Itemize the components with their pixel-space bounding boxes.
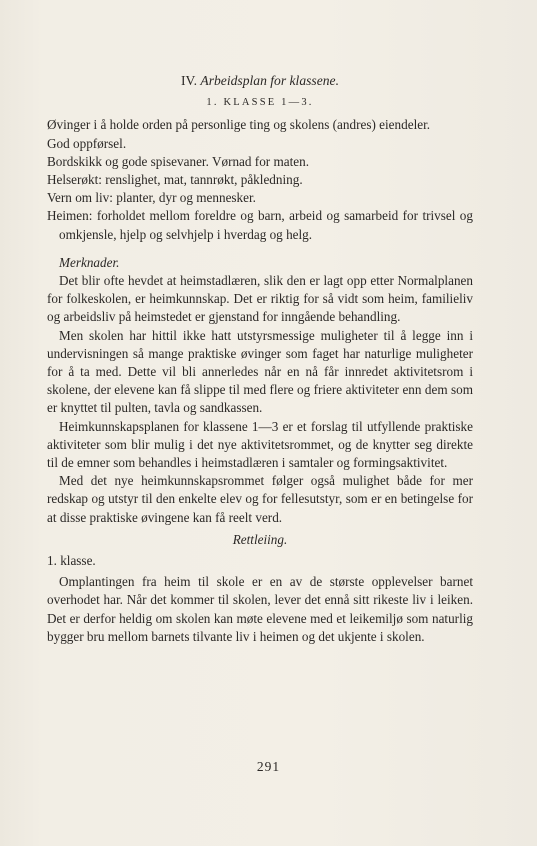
plan-item: Heimen: forholdet mellom foreldre og barn, arbeid og samarbeid for trivsel og omkjensle, hjelp og selvhjelp i hverdag og helg. bbox=[47, 208, 473, 242]
page-content bbox=[47, 72, 473, 646]
plan-item: Helserøkt: renslighet, mat, tannrøkt, påkledning. bbox=[47, 172, 303, 188]
section-heading bbox=[47, 72, 473, 90]
plan-item: Øvinger i å holde orden på personlige ting og skolens (andres) eiendeler. bbox=[47, 117, 431, 133]
merknad-paragraph: Heimkunnskapsplanen for klassene 1—3 er et forslag til utfyllende praktiske aktiviteter som blir mulig i det nye aktivitetsrommet, og de knytter seg direkte til de emner som behandles i heimstadlæren i samtaler og formingsaktivitet. bbox=[47, 418, 473, 471]
merknad-paragraph: Men skolen har hittil ikke hatt utstyrsmessige muligheter til å legge inn i undervisningen så mange praktiske øvinger som faget har naturlige muligheter for å ta med. Dette vil bli annerledes når en nå får innredet aktivitetsrom i skolene, der elevene kan få slippe til med flere og friere aktiviteter enn dem som er knyttet til pulten, tavla og sandkassen. bbox=[47, 327, 473, 416]
plan-item: Bordskikk og gode spisevaner. Vørnad for maten. bbox=[47, 153, 309, 169]
merknad-paragraph: Med det nye heimkunnskapsrommet følger også mulighet både for mer redskap og utstyr til den enkelte elev og for fellesutstyr, som er en betingelse for at disse praktiske øvingene kan få reelt verd. bbox=[47, 473, 473, 525]
klasse-label: 1. klasse. bbox=[47, 553, 96, 569]
merknad-paragraph: Det blir ofte hevdet at heimstadlæren, slik den er lagt opp etter Normalplanen for folkeskolen, er heimkunnskap. Det er riktig for så vidt som heim, familieliv og arbeidsliv på heimstedet er gjenstand for inngående behandling. bbox=[47, 273, 473, 325]
plan-item: God oppførsel. bbox=[47, 135, 127, 151]
class-subheading: 1. KLASSE 1—3. bbox=[206, 97, 314, 109]
section-number: IV. bbox=[181, 73, 197, 88]
page-number: 291 bbox=[256, 759, 281, 774]
merknader-label: Merknader. bbox=[59, 254, 120, 270]
plan-item: Vern om liv: planter, dyr og mennesker. bbox=[47, 190, 256, 206]
section-title: Arbeidsplan for klassene. bbox=[200, 73, 339, 88]
rettleiing-label: Rettleiing. bbox=[232, 531, 288, 547]
spacer bbox=[47, 244, 473, 254]
rettleiing-paragraph: Omplantingen fra heim til skole er en av de største opplevelser barnet overhodet har. Når det kommer til skolen, lever det ennå sitt rikeste liv i leiken. Det er derfor heldig om skolen kan møte elevene med et leikemiljø som naturlig bygger bru mellom barnets tilvante liv i heimen og det ukjente i skolen. bbox=[47, 574, 473, 644]
